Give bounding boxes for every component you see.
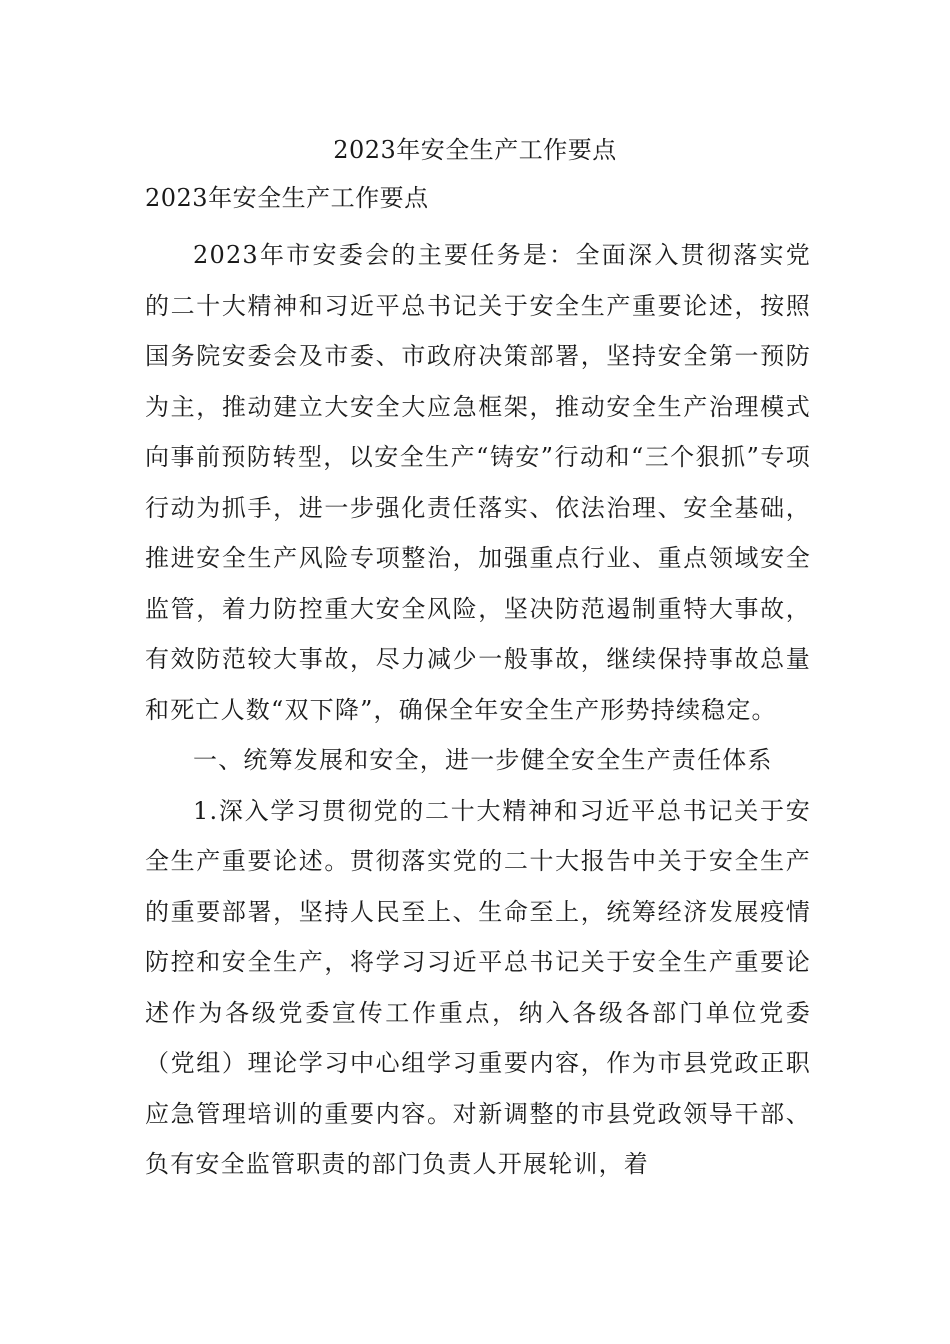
document-title: 2023年安全生产工作要点 — [333, 136, 617, 164]
document-subtitle: 2023年安全生产工作要点 — [145, 184, 429, 212]
section-heading-1: 一、统筹发展和安全，进一步健全安全生产责任体系 — [193, 746, 773, 774]
paragraph-item-1: 1.深入学习贯彻党的二十大精神和习近平总书记关于安全生产重要论述。贯彻落实党的二十大报告中关于安全生产的重要部署，坚持人民至上、生命至上，统筹经济发展疫情防控和安全生产，将学习习近平总书记关于安全生产重要论述作为各级党委宣传工作重点，纳入各级各部门单位党委（党组）理论学习中心组学习重要内容，作为市县党政正职应急管理培训的重要内容。对新调整的市县党政领导干部、负有安全监管职责的部门负责人开展轮训，着 — [145, 796, 811, 1178]
document-body — [145, 230, 811, 1190]
paragraph-main-tasks: 2023年市安委会的主要任务是：全面深入贯彻落实党的二十大精神和习近平总书记关于安全生产重要论述，按照国务院安委会及市委、市政府决策部署，坚持安全第一预防为主，推动建立大安全大应急框架，推动安全生产治理模式向事前预防转型，以安全生产“铸安”行动和“三个狠抓”专项行动为抓手，进一步强化责任落实、依法治理、安全基础，推进安全生产风险专项整治，加强重点行业、重点领域安全监管，着力防控重大安全风险，坚决防范遏制重特大事故，有效防范较大事故，尽力减少一般事故，继续保持事故总量和死亡人数“双下降”，确保全年安全生产形势持续稳定。 — [145, 241, 811, 724]
